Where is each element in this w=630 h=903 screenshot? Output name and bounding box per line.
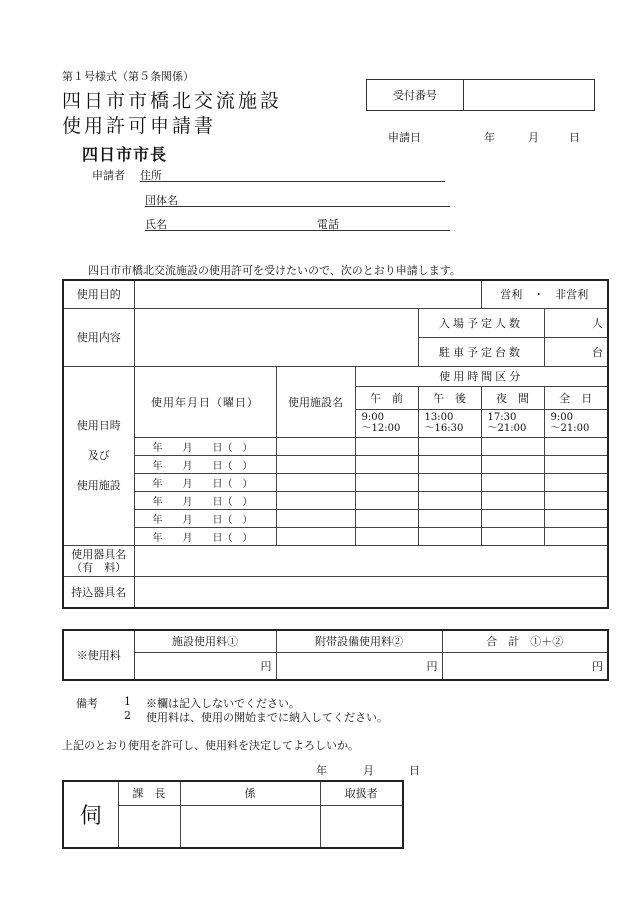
slot-check[interactable] <box>481 455 544 473</box>
slot-check[interactable] <box>355 473 418 491</box>
application-table <box>62 279 609 609</box>
address-label: 住所 <box>140 169 162 182</box>
slot-check[interactable] <box>355 455 418 473</box>
date-field[interactable]: 年 月 日（ ） <box>134 455 276 473</box>
slot-check[interactable] <box>355 491 418 509</box>
slot-check[interactable] <box>418 509 481 527</box>
page-title-line2: 使用許可申請書 <box>62 115 217 137</box>
attendance-field[interactable] <box>544 308 608 337</box>
approval-text: 上記のとおり使用を許可し、使用料を決定してよろしいか。 <box>62 739 359 752</box>
table-row <box>63 473 608 491</box>
date-column-header: 使用年月日（曜日） <box>134 366 276 437</box>
slot-morning-end: ～12:00 <box>361 423 401 434</box>
notes-label: 備考 <box>76 697 98 710</box>
brought-equipment-field[interactable] <box>134 576 608 608</box>
facility-fee-field[interactable] <box>134 652 276 680</box>
slot-morning-time <box>355 409 418 437</box>
apply-date-day: 日 <box>569 131 580 144</box>
facility-field[interactable] <box>276 455 355 473</box>
equipment-label <box>63 545 134 576</box>
receipt-number-field[interactable] <box>464 80 595 111</box>
equipment-fee-field[interactable] <box>276 652 442 680</box>
slot-morning-start: 9:00 <box>361 412 384 423</box>
slot-check[interactable] <box>544 473 608 491</box>
facility-field[interactable] <box>276 437 355 455</box>
slot-check[interactable] <box>355 527 418 545</box>
slot-check[interactable] <box>481 437 544 455</box>
fee-table <box>62 629 609 681</box>
staff-stamp-field[interactable] <box>180 805 320 848</box>
date-field[interactable]: 年 月 日（ ） <box>134 437 276 455</box>
time-section-header: 使用時間区分 <box>355 366 608 386</box>
facility-field[interactable] <box>276 473 355 491</box>
name-field[interactable] <box>145 216 450 231</box>
slot-check[interactable] <box>418 455 481 473</box>
total-fee-field[interactable] <box>442 652 608 680</box>
datetime-label-1: 使用日時 <box>76 418 121 432</box>
content-field[interactable] <box>134 308 418 366</box>
content-label: 使用内容 <box>63 308 134 366</box>
slot-check[interactable] <box>481 527 544 545</box>
slot-afternoon-time <box>418 409 481 437</box>
staff-header: 係 <box>180 781 320 805</box>
note-1-number: 1 <box>124 695 131 708</box>
form-number: 第１号様式（第５条関係） <box>62 70 194 83</box>
phone-label: 電話 <box>317 218 339 231</box>
yen-unit: 円 <box>426 659 438 673</box>
group-field[interactable] <box>145 192 450 207</box>
slot-allday-start: 9:00 <box>550 412 573 423</box>
profit-select[interactable]: 営利 ・ 非営利 <box>481 280 608 308</box>
facility-column-header: 使用施設名 <box>276 366 355 437</box>
slot-check[interactable] <box>544 455 608 473</box>
apply-date-month: 月 <box>528 131 539 144</box>
name-label: 氏名 <box>145 218 167 231</box>
purpose-field[interactable] <box>134 280 481 308</box>
slot-allday-time <box>544 409 608 437</box>
parking-unit: 台 <box>592 345 603 359</box>
slot-check[interactable] <box>418 437 481 455</box>
table-row <box>63 527 608 545</box>
facility-field[interactable] <box>276 527 355 545</box>
handler-stamp-field[interactable] <box>320 805 403 848</box>
equipment-fee-header: 附帯設備使用料② <box>276 630 442 652</box>
slot-check[interactable] <box>355 509 418 527</box>
table-row <box>63 437 608 455</box>
slot-check[interactable] <box>544 509 608 527</box>
slot-check[interactable] <box>481 509 544 527</box>
slot-check[interactable] <box>418 473 481 491</box>
group-label: 団体名 <box>145 194 178 207</box>
attendance-label: 入場予定人数 <box>418 308 544 337</box>
datetime-label <box>63 366 134 545</box>
facility-field[interactable] <box>276 509 355 527</box>
slot-check[interactable] <box>481 491 544 509</box>
addressee: 四日市市長 <box>82 145 168 164</box>
equipment-label-1: 使用器具名 <box>71 547 127 561</box>
slot-check[interactable] <box>418 491 481 509</box>
table-row <box>63 491 608 509</box>
note-1: ※欄は記入しないでください。 <box>146 697 300 710</box>
datetime-label-3: 使用施設 <box>76 478 121 492</box>
table-row <box>63 509 608 527</box>
table-row <box>63 455 608 473</box>
date-field[interactable]: 年 月 日（ ） <box>134 527 276 545</box>
brought-equipment-label: 持込器具名 <box>63 576 134 608</box>
purpose-label: 使用目的 <box>63 280 134 308</box>
slot-morning: 午 前 <box>355 386 418 409</box>
slot-evening: 夜 間 <box>481 386 544 409</box>
slot-check[interactable] <box>544 491 608 509</box>
slot-evening-end: ～21:00 <box>487 423 527 434</box>
total-fee-header: 合 計 ①＋② <box>442 630 608 652</box>
chief-stamp-field[interactable] <box>118 805 180 848</box>
equipment-field[interactable] <box>134 545 608 576</box>
yen-unit: 円 <box>260 659 272 673</box>
slot-check[interactable] <box>481 473 544 491</box>
slot-check[interactable] <box>355 437 418 455</box>
handler-header: 取扱者 <box>320 781 403 805</box>
slot-evening-time <box>481 409 544 437</box>
yen-unit: 円 <box>592 659 603 673</box>
slot-evening-start: 17:30 <box>487 412 517 423</box>
note-2: 使用料は、使用の開始までに納入してください。 <box>146 711 388 724</box>
address-field[interactable] <box>140 167 445 182</box>
attendance-unit: 人 <box>592 316 603 330</box>
slot-allday-end: ～21:00 <box>550 423 590 434</box>
parking-field[interactable] <box>544 337 608 366</box>
facility-fee-header: 施設使用料① <box>134 630 276 652</box>
date-field[interactable]: 年 月 日（ ） <box>134 473 276 491</box>
parking-label: 駐車予定台数 <box>418 337 544 366</box>
intro-text: 四日市市橋北交流施設の使用許可を受けたいので、次のとおり申請します。 <box>88 264 461 277</box>
slot-allday: 全 日 <box>544 386 608 409</box>
slot-afternoon-start: 13:00 <box>424 412 454 423</box>
note-2-number: 2 <box>124 709 131 722</box>
chief-header: 課 長 <box>118 781 180 805</box>
facility-field[interactable] <box>276 491 355 509</box>
equipment-label-2: （有 料） <box>71 560 127 574</box>
datetime-label-2: 及び <box>87 448 110 462</box>
receipt-number-box <box>366 79 595 111</box>
slot-afternoon-end: ～16:30 <box>424 423 464 434</box>
receipt-number-label: 受付番号 <box>367 80 464 111</box>
approval-month: 月 <box>363 764 374 777</box>
approval-table <box>62 780 404 849</box>
fee-label: ※使用料 <box>63 630 134 680</box>
apply-date-year: 年 <box>484 131 495 144</box>
slot-check[interactable] <box>544 527 608 545</box>
slot-check[interactable] <box>544 437 608 455</box>
slot-afternoon: 午 後 <box>418 386 481 409</box>
page-title-line1: 四日市市橋北交流施設 <box>62 90 283 112</box>
approval-year: 年 <box>316 764 327 777</box>
ukagai-label: 伺 <box>63 781 118 848</box>
date-field[interactable]: 年 月 日（ ） <box>134 491 276 509</box>
applicant-label: 申請者 <box>92 169 125 182</box>
apply-date-label: 申請日 <box>388 131 421 144</box>
approval-day: 日 <box>409 764 420 777</box>
slot-check[interactable] <box>418 527 481 545</box>
date-field[interactable]: 年 月 日（ ） <box>134 509 276 527</box>
